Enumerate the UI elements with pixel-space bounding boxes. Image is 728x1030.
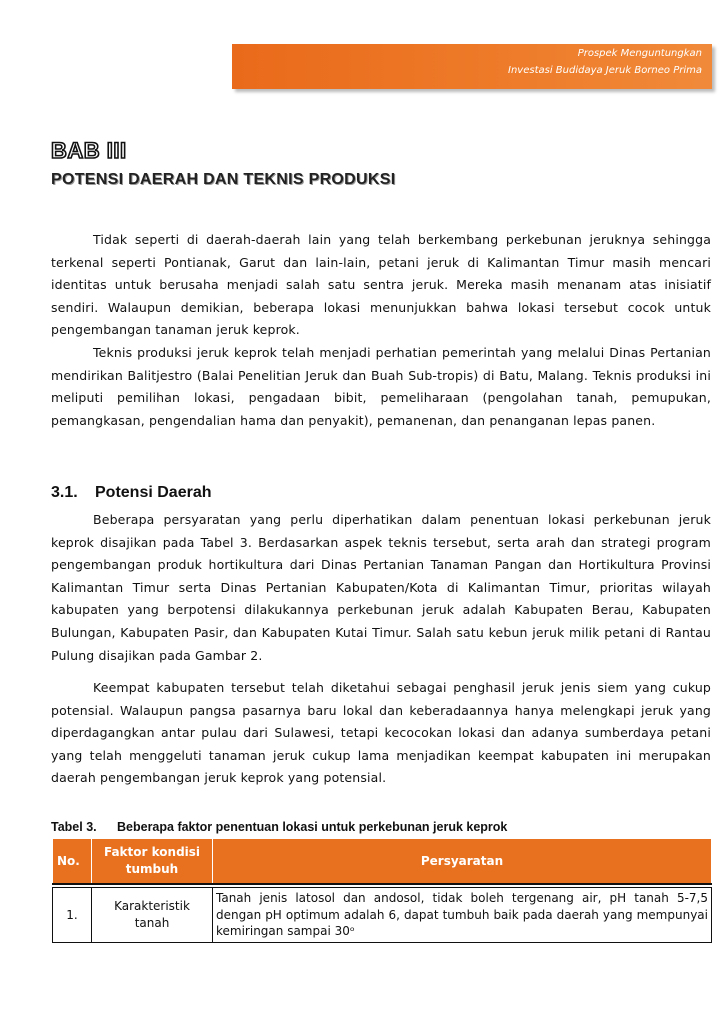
table-caption-label: Tabel 3.	[51, 820, 97, 834]
section-paragraph-2: Keempat kabupaten tersebut telah diketahui sebagai penghasil jeruk jenis siem yang cukup potensial. Walaupun pangsa pasarnya baru lokal dan keberadaannya hanya melengkapi jeruk yang diperdagangkan antar pulau dari Sulawesi, tetapi kecocokan lokasi dan adanya sumberdaya petani yang telah menggeluti tanaman jeruk cukup lama menjadikan keempat kabupaten ini merupakan daerah pengembangan jeruk keprok yang potensial.	[51, 680, 711, 786]
row-requirement: Tanah jenis latosol dan andosol, tidak boleh tergenang air, pH tanah 5-7,5 dengan pH optimum adalah 6, dapat tumbuh baik pada daerah yang mempunyai kemiringan sampai 30ᵒ	[213, 888, 712, 943]
chapter-label: BAB III	[51, 138, 127, 163]
table-row	[53, 888, 712, 943]
column-header-no: No.	[53, 839, 92, 885]
column-header-persyaratan: Persyaratan	[213, 839, 712, 885]
intro-paragraph-2: Teknis produksi jeruk keprok telah menjadi perhatian pemerintah yang melalui Dinas Pertanian mendirikan Balitjestro (Balai Penelitian Jeruk dan Buah Sub-tropis) di Batu, Malang. Teknis produksi ini meliputi pemilihan lokasi, pengadaan bibit, pemeliharaan (pengolahan tanah, pemupukan, pemangkasan, pengendalian hama dan penyakit), pemanenan, dan penanganan lepas panen.	[51, 345, 711, 428]
table-caption	[51, 820, 507, 834]
section-paragraph-1: Beberapa persyaratan yang perlu diperhatikan dalam penentuan lokasi perkebunan jeruk keprok disajikan pada Tabel 3. Berdasarkan aspek teknis tersebut, serta arah dan strategi program pengembangan produk hortikultura dari Dinas Pertanian Tanaman Pangan dan Hortikultura Provinsi Kalimantan Timur serta Dinas Pertanian Kabupaten/Kota di Kalimantan Timur, prioritas wilayah kabupaten yang berpotensi dilakukannya perkebunan jeruk adalah Kabupaten Berau, Kabupaten Bulungan, Kabupaten Pasir, dan Kabupaten Kutai Timur. Salah satu kebun jeruk milik petani di Rantau Pulung disajikan pada Gambar 2.	[51, 512, 711, 663]
chapter-title: POTENSI DAERAH DAN TEKNIS PRODUKSI	[51, 171, 396, 188]
intro-paragraph-1: Tidak seperti di daerah-daerah lain yang telah berkembang perkebunan jeruknya sehingga terkenal seperti Pontianak, Garut dan lain-lain, petani jeruk di Kalimantan Timur masih mencari identitas untuk berusaha menjadi salah satu sentra jeruk. Mereka masih menanam atas inisiatif sendiri. Walaupun demikian, beberapa lokasi menunjukkan bahwa lokasi tersebut cocok untuk pengembangan tanaman jeruk keprok.	[51, 232, 711, 338]
header-subtitle: Investasi Budidaya Jeruk Borneo Prima	[508, 65, 702, 76]
row-number: 1.	[53, 888, 92, 943]
section-number: 3.1.	[51, 484, 78, 501]
table-header-row	[53, 839, 712, 885]
header-title: Prospek Menguntungkan	[577, 48, 702, 59]
section-title: Potensi Daerah	[95, 484, 212, 501]
table-caption-text: Beberapa faktor penentuan lokasi untuk perkebunan jeruk keprok	[117, 820, 508, 834]
row-factor: Karakteristik tanah	[92, 888, 213, 943]
location-factors-table	[52, 838, 712, 943]
column-header-faktor: Faktor kondisi tumbuh	[92, 839, 213, 885]
section-heading	[51, 484, 211, 502]
header-banner	[232, 44, 712, 89]
